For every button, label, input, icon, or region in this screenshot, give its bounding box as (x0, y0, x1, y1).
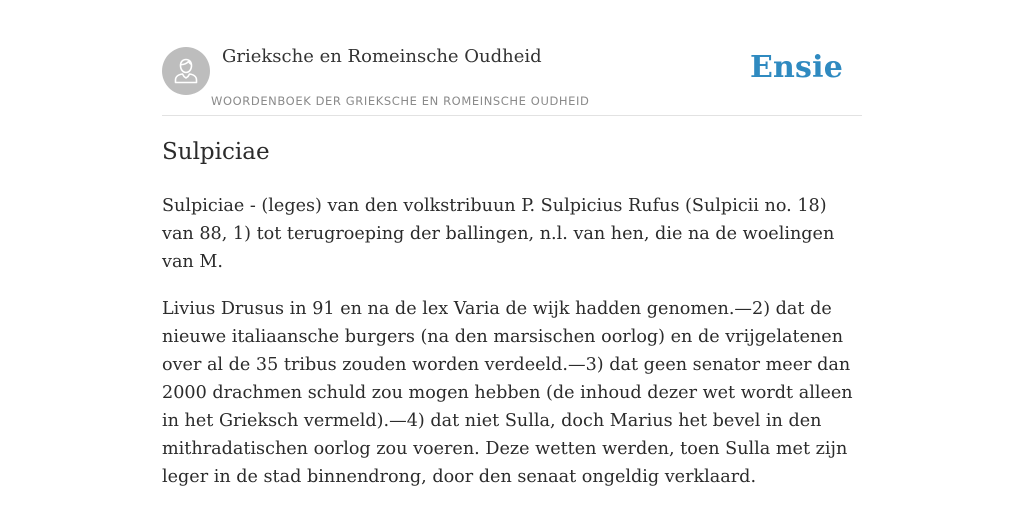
entry-title: Sulpiciae (162, 139, 270, 165)
entry-paragraph: Sulpiciae - (leges) van den volkstribuun P. Sulpicius Rufus (Sulpicii no. 18) van 88, 1) tot terugroeping der ballingen, n.l. van hen, die na de woelingen van M. (162, 196, 835, 272)
dictionary-subtitle: WOORDENBOEK DER GRIEKSCHE EN ROMEINSCHE OUDHEID (211, 94, 590, 108)
ensie-logo[interactable]: Ensie (749, 50, 843, 85)
dictionary-header (162, 45, 862, 116)
dictionary-title[interactable]: Grieksche en Romeinsche Oudheid (222, 46, 542, 67)
entry-body (162, 192, 862, 510)
user-icon (162, 47, 210, 95)
user-avatar-icon[interactable] (162, 47, 210, 95)
entry-paragraph: Livius Drusus in 91 en na de lex Varia de wijk hadden genomen.—2) dat de nieuwe italiaansche burgers (na den marsischen oorlog) en de vrijgelatenen over al de 35 tribus zouden worden verdeeld.—3) dat geen senator meer dan 2000 drachmen schuld zou mogen hebben (de inhoud dezer wet wordt alleen in het Grieksch vermeld).—4) dat niet Sulla, doch Marius het bevel in den mithradatischen oorlog zou voeren. Deze wetten werden, toen Sulla met zijn leger in de stad binnendrong, door den senaat ongeldig verklaard. (162, 299, 853, 487)
